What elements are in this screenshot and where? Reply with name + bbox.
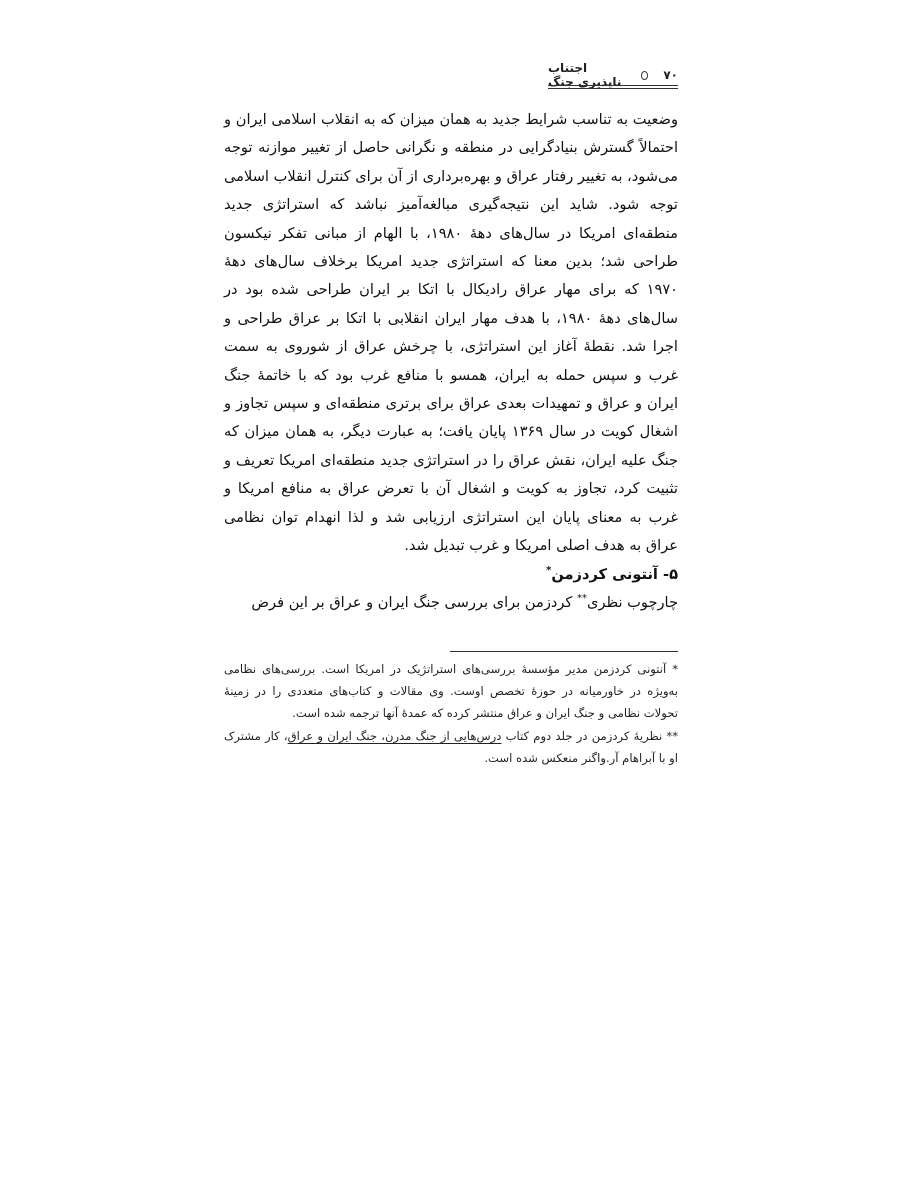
paragraph-2-start: چارچوب نظری <box>587 593 678 611</box>
footnote-2-end: ، کار مشترک او با آبراهام آر.واگنر منعکس شده است. <box>224 728 678 765</box>
main-text <box>224 106 678 617</box>
running-head-title: اجتناب ناپذیری جنگ <box>548 61 622 89</box>
footnote-mark-2: ** <box>577 593 588 605</box>
footnote-separator <box>450 651 678 652</box>
paragraph-2-rest: کردزمن برای بررسی جنگ ایران و عراق بر این فرض <box>251 593 578 611</box>
page-number: ۷۰ <box>663 68 678 82</box>
circle-separator-icon <box>641 71 648 80</box>
running-head <box>548 61 678 89</box>
footnote-1: * آنتونی کردزمن مدیر مؤسسۀ بررسی‌های استراتژیک در امریکا است. بررسی‌های نظامی به‌ویژه در خاورمیانه در حوزۀ تخصص اوست. وی مقالات و کتاب‌های متعددی را در زمینۀ تحولات نظامی و جنگ ایران و عراق منتشر کرده که عمدۀ آنها ترجمه شده است. <box>224 662 678 721</box>
paragraph-1: وضعیت به تناسب شرایط جدید به همان میزان که به انقلاب اسلامی ایران و احتمالاً گسترش بنیادگرایی در منطقه و نگرانی حاصل از تغییر موازنه توجه می‌شود، به تغییر رفتار عراق و بهره‌برداری از آن برای کنترل انقلاب اسلامی توجه شود. شاید این نتیجه‌گیری مبالغه‌آمیز نباشد که استراتژی جدید منطقه‌ای امریکا در سال‌های دهۀ ۱۹۸۰، با الهام از مبانی تفکر نیکسون طراحی شد؛ بدین معنا که استراتژی جدید امریکا برخلاف سال‌های دهۀ ۱۹۷۰ که برای مهار عراق رادیکال با اتکا بر ایران طراحی شده بود در سال‌های دهۀ ۱۹۸۰، با هدف مهار ایران انقلابی با اتکا بر عراق طراحی و اجرا شد. نقطۀ آغاز این استراتژی، با چرخش عراق از شوروی به سمت غرب و سپس حمله به ایران، همسو با منافع غرب بود که با خاتمۀ جنگ ایران و عراق و تمهیدات بعدی عراق برای برتری منطقه‌ای و سپس تجاوز و اشغال کویت در سال ۱۳۶۹ پایان یافت؛ به عبارت دیگر، به همان میزان که جنگ علیه ایران، نقش عراق را در استراتژی جدید منطقه‌ای امریکا تعریف و تثبیت کرد، تجاوز به کویت و اشغال آن با تعرض عراق به منافع امریکا و غرب به معنای پایان این استراتژی ارزیابی شد و لذا انهدام توان نظامی عراق به هدف اصلی امریکا و غرب تبدیل شد. <box>224 111 678 555</box>
footnote-mark-1: * <box>546 564 552 576</box>
footnote-2 <box>224 725 678 769</box>
paragraph-2 <box>224 589 678 617</box>
footnote-2-start: ** نظریۀ کردزمن در جلد دوم کتاب <box>501 728 679 743</box>
section-heading-text: ۵- آنتونی کردزمن <box>551 565 678 583</box>
section-heading <box>224 561 678 589</box>
footnote-2-book-title: درس‌هایی از جنگ مدرن، جنگ ایران و عراق <box>287 728 502 743</box>
header-double-rule <box>548 85 678 89</box>
footnotes <box>224 658 678 769</box>
